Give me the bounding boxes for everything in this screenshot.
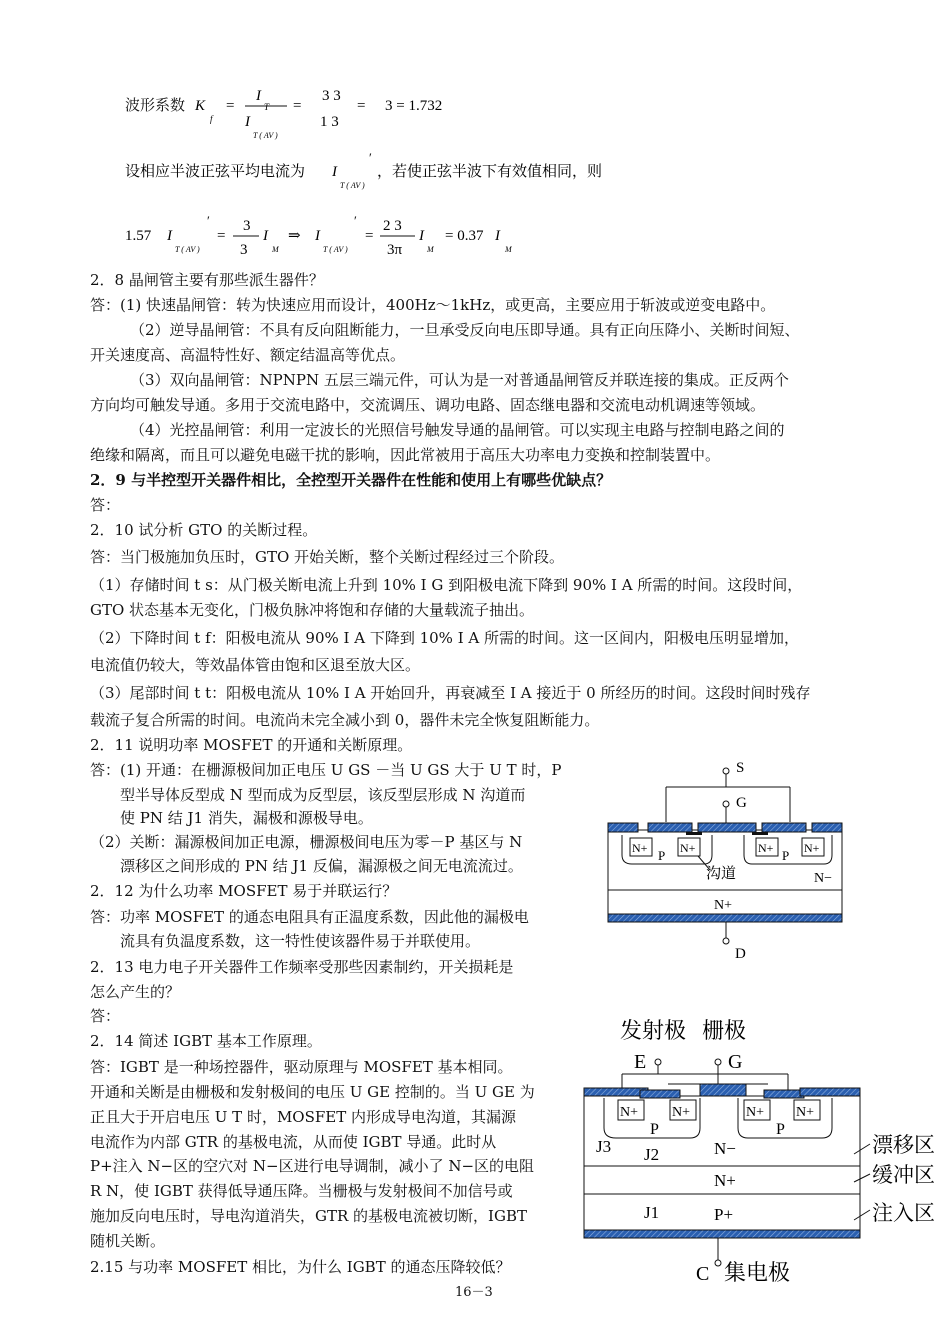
- svg-text:，若使正弦半波下有效值相同，则: ，若使正弦半波下有效值相同，则: [377, 164, 603, 180]
- q14-line-7: 施加反向电压时，导电沟道消失，GTR 的基极电流被切断，IGBT: [90, 1207, 527, 1225]
- svg-text:I: I: [332, 164, 337, 180]
- q10-answer-1b: GTO 状态基本无变化，门极负脉冲将饱和存储的大量载流子抽出。: [90, 601, 535, 619]
- svg-text:I: I: [315, 228, 320, 244]
- igbt-nplus-1: N+: [620, 1105, 639, 1120]
- q11-answer-2b: 漂移区之间形成的 PN 结 J1 反偏，漏源极之间无电流流过。: [120, 857, 523, 875]
- svg-text:T: T: [264, 102, 270, 112]
- q15-title: 2.15 与功率 MOSFET 相比，为什么 IGBT 的通态压降较低？: [90, 1258, 511, 1276]
- svg-text:M: M: [505, 245, 512, 254]
- q14-line-3: 正且大于开启电压 U T 时，MOSFET 内形成导电沟道，其漏源: [90, 1108, 517, 1126]
- formula-2-svg: [125, 150, 645, 195]
- q14-line-5: P+注入 N−区的空穴对 N−区进行电导调制，减小了 N−区的电阻: [90, 1157, 535, 1175]
- formula-3-svg: [125, 210, 525, 260]
- q9-title: 2．9 与半控型开关器件相比，全控型开关器件在性能和使用上有哪些优缺点？: [90, 471, 612, 489]
- mosfet-nplus-4: N+: [804, 841, 820, 855]
- svg-text:I: I: [256, 88, 261, 104]
- mosfet-p-2: P: [782, 848, 790, 863]
- svg-text:= 0.37: = 0.37: [445, 228, 484, 244]
- igbt-nplus-4: N+: [796, 1105, 815, 1120]
- svg-text:=: =: [217, 228, 226, 244]
- mosfet-nplus-3: N+: [758, 841, 774, 855]
- q8-answer-4a: （4）光控晶闸管：利用一定波长的光照信号触发导通的晶闸管。可以实现主电路与控制电路之间的: [130, 421, 785, 439]
- q11-title: 2．11 说明功率 MOSFET 的开通和关断原理。: [90, 736, 413, 754]
- mosfet-nplus-1: N+: [632, 841, 648, 855]
- q10-answer-1a: （1）存储时间 t s：从门极关断电流上升到 10% I G 到阳极电流下降到 90% I A 所需的时间。这段时间，: [90, 576, 803, 594]
- mosfet-p-1: P: [658, 848, 666, 863]
- q8-answer-2a: （2）逆导晶闸管：不具有反向阻断能力，一旦承受反向电压即导通。具有正向压降小、关断时间短、: [130, 321, 800, 339]
- page-number: 16－3: [455, 1285, 493, 1300]
- mosfet-label-s: S: [736, 760, 745, 776]
- q10-answer-2b: 电流值仍较大，等效晶体管由饱和区退至放大区。: [90, 656, 421, 674]
- igbt-g-label: G: [728, 1051, 743, 1073]
- svg-text:′: ′: [354, 213, 357, 228]
- formula-waveform-svg: [190, 82, 460, 142]
- igbt-buffer-label: 缓冲区: [872, 1163, 935, 1187]
- q8-answer-1: 答：(1) 快速晶闸管：转为快速应用而设计，400Hz～1kHz，或更高，主要应用于斩波或逆变电路中。: [90, 296, 776, 314]
- svg-text:1 3: 1 3: [320, 114, 339, 130]
- igbt-inject-label: 注入区: [872, 1201, 935, 1225]
- q10-answer-0: 答：当门极施加负压时，GTO 开始关断，整个关断过程经过三个阶段。: [90, 548, 565, 566]
- q14-line-2: 开通和关断是由栅极和发射极间的电压 U GE 控制的。当 U GE 为: [90, 1083, 535, 1101]
- mosfet-label-d: D: [735, 946, 746, 962]
- igbt-nplus-buffer: N+: [714, 1171, 736, 1190]
- igbt-gate-label: 栅极: [702, 1018, 747, 1043]
- q12-answer-1: 答：功率 MOSFET 的通态电阻具有正温度系数，因此他的漏极电: [90, 908, 529, 926]
- svg-text:3: 3: [243, 218, 251, 234]
- svg-text:I: I: [245, 114, 250, 130]
- igbt-pplus: P+: [714, 1205, 734, 1224]
- q9-answer: 答：: [90, 496, 121, 514]
- svg-text:3π: 3π: [387, 242, 403, 258]
- q14-line-8: 随机关断。: [90, 1232, 166, 1250]
- svg-text:=: =: [365, 228, 374, 244]
- q11-answer-1b: 型半导体反型成 N 型而成为反型层，该反型层形成 N 沟道而: [120, 786, 526, 804]
- svg-text:I: I: [167, 228, 172, 244]
- formula-prefix: 波形系数: [125, 98, 186, 114]
- q10-answer-3b: 载流子复合所需的时间。电流尚未完全减小到 0，器件未完全恢复阻断能力。: [90, 711, 600, 729]
- q10-answer-3a: （3）尾部时间 t t：阳极电流从 10% I A 开始回升，再衰减至 I A 接近于 0 所经历的时间。这段时间时残存: [90, 684, 811, 702]
- igbt-structure-diagram: [578, 1010, 950, 1290]
- svg-text:设相应半波正弦平均电流为: 设相应半波正弦平均电流为: [125, 164, 306, 180]
- q13-title-2: 怎么产生的？: [90, 983, 181, 1001]
- svg-text:T ( AV ): T ( AV ): [175, 245, 200, 254]
- svg-text:M: M: [427, 245, 434, 254]
- svg-text:⇒: ⇒: [288, 228, 301, 244]
- mosfet-nplus-2: N+: [680, 841, 696, 855]
- svg-text:=: =: [226, 98, 235, 114]
- q10-answer-2a: （2）下降时间 t f：阳极电流从 90% I A 下降到 10% I A 所需的时间。这一区间内，阳极电压明显增加，: [90, 629, 800, 647]
- q11-answer-1a: 答：(1) 开通：在栅源极间加正电压 U GS －当 U GS 大于 U T 时，P: [90, 761, 562, 779]
- igbt-j1: J1: [644, 1203, 660, 1222]
- q12-title: 2．12 为什么功率 MOSFET 易于并联运行？: [90, 882, 398, 900]
- q8-answer-3b: 方向均可触发导通。多用于交流电路中，交流调压、调功电路、固态继电器和交流电动机调速等领域。: [90, 396, 766, 414]
- svg-text:M: M: [272, 245, 279, 254]
- svg-text:3 3: 3 3: [322, 88, 341, 104]
- q13-title-1: 2．13 电力电子开关器件工作频率受那些因素制约，开关损耗是: [90, 958, 514, 976]
- svg-text:3: 3: [240, 242, 248, 258]
- q8-answer-4b: 绝缘和隔离，而且可以避免电磁干扰的影响，因此常被用于高压大功率电力变换和控制装置中。: [90, 446, 721, 464]
- q10-title: 2．10 试分析 GTO 的关断过程。: [90, 521, 318, 539]
- svg-text:I: I: [263, 228, 268, 244]
- igbt-j3: J3: [596, 1137, 612, 1156]
- igbt-nminus: N−: [714, 1139, 736, 1158]
- q14-line-4: 电流作为内部 GTR 的基极电流，从而使 IGBT 导通。此时从: [90, 1133, 497, 1151]
- igbt-collector-label: 集电极: [724, 1260, 791, 1285]
- svg-text:I: I: [495, 228, 500, 244]
- igbt-p-1: P: [650, 1121, 659, 1138]
- q14-line-6: R N，使 IGBT 获得低导通压降。当栅极与发射极间不加信号或: [90, 1182, 513, 1200]
- q8-answer-3a: （3）双向晶闸管：NPNPN 五层三端元件，可认为是一对普通晶闸管反并联连接的集成。正反两个: [130, 371, 789, 389]
- q14-title: 2．14 简述 IGBT 基本工作原理。: [90, 1032, 322, 1050]
- mosfet-structure-diagram: [600, 752, 850, 967]
- mosfet-label-g: G: [736, 795, 747, 811]
- svg-text:T ( AV ): T ( AV ): [340, 181, 365, 190]
- igbt-nplus-3: N+: [746, 1105, 765, 1120]
- igbt-e-label: E: [634, 1051, 647, 1073]
- q11-answer-2a: （2）关断：漏源极间加正电源，栅源极间电压为零－P 基区与 N: [90, 833, 523, 851]
- svg-text:=: =: [357, 98, 366, 114]
- q8-answer-2b: 开关速度高、高温特性好、额定结温高等优点。: [90, 346, 406, 364]
- q12-answer-2: 流具有负温度系数，这一特性使该器件易于并联使用。: [120, 932, 481, 950]
- igbt-nplus-2: N+: [672, 1105, 691, 1120]
- svg-text:1.57: 1.57: [125, 228, 152, 244]
- mosfet-nminus-label: N−: [814, 871, 833, 886]
- svg-text:′: ′: [207, 213, 210, 228]
- igbt-j2: J2: [644, 1145, 660, 1164]
- q8-title: 2．8 晶闸管主要有那些派生器件？: [90, 271, 324, 289]
- svg-text:T ( AV ): T ( AV ): [323, 245, 348, 254]
- igbt-emitter-label: 发射极: [620, 1018, 687, 1043]
- mosfet-nplus-substrate: N+: [714, 898, 733, 913]
- formula-waveform-factor: [125, 96, 185, 116]
- q13-answer: 答：: [90, 1007, 121, 1025]
- svg-text:I: I: [419, 228, 424, 244]
- svg-text:3 = 1.732: 3 = 1.732: [385, 98, 443, 114]
- igbt-c-label: C: [696, 1263, 710, 1285]
- q14-line-1: 答：IGBT 是一种场控器件，驱动原理与 MOSFET 基本相同。: [90, 1058, 513, 1076]
- svg-text:=: =: [293, 98, 302, 114]
- svg-text:K: K: [195, 98, 206, 114]
- igbt-drift-label: 漂移区: [872, 1133, 935, 1157]
- svg-text:′: ′: [369, 150, 372, 165]
- igbt-p-2: P: [776, 1121, 785, 1138]
- q11-answer-1c: 使 PN 结 J1 消失，漏极和源极导电。: [120, 809, 373, 827]
- svg-text:f: f: [210, 114, 213, 124]
- svg-text:T ( AV ): T ( AV ): [253, 131, 278, 140]
- svg-text:2 3: 2 3: [383, 218, 402, 234]
- mosfet-channel-label: 沟道: [706, 866, 737, 882]
